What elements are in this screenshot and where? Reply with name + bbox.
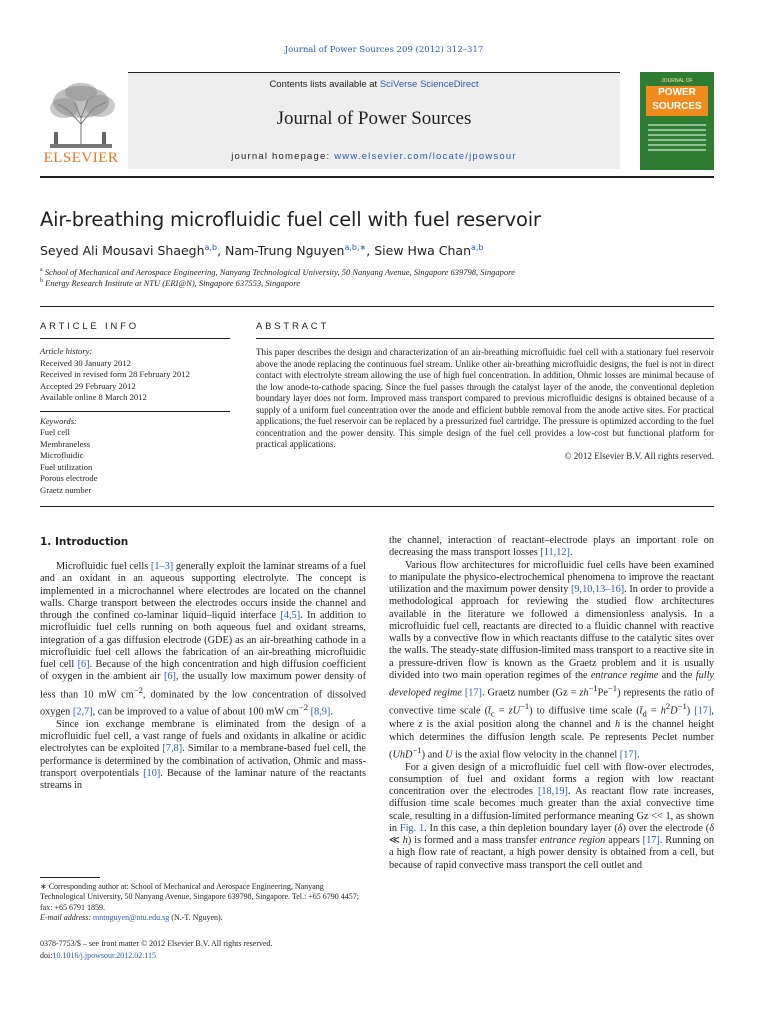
journal-homepage <box>128 151 620 162</box>
keyword: Fuel utilization <box>40 461 93 472</box>
author-3[interactable]: Siew Hwa Chan$^{a,b}$ <box>374 243 484 259</box>
paragraph: Various flow architectures for microfluidic fuel cells have been examined to manipulate the physico-electrochemical phenomena to improve the reactant utilization and the maximum power density [9,10,13–16]. In order to provide a methodological approach for reviewing the studied flow architectures available in the literature we followed a dimensionless analysis. In a microfluidic fuel cell, reactants are directed to a fluidic channel with reactive walls by a convective flow in which reactants diffuse to the catalytic sites over the walls. The steady-state diffusion-limited mass transport to a reactive site in a pressure-driven flow is known as the Graetz problem and it is usually divided into two main operation regimes of the entrance regime and the fully developed regime [17]. Graetz number $(Gz = zh^{-1}Pe^{-1})$ represents the ratio of convective time scale $(t̄_c = zU^{-1})$ to diffusive time scale $(t̄_d = h^2D^{-1})$ [17], where z is the axial position along the channel and h is the channel height which determines the diffusion length scale. Pe represents Peclet number (UhD$^{-1}$) and U is the axial flow velocity in the channel [17]. <box>389 559 715 761</box>
homepage-link[interactable]: www.elsevier.com/locate/jpowsour <box>334 151 517 162</box>
doi-line: doi:10.1016/j.jpowsour.2012.02.115 <box>40 950 156 960</box>
paragraph: the channel, interaction of reactant–electrode plays an important role on decreasing the mass transport losses [11,12]. <box>389 535 714 559</box>
abstract-bottom-rule <box>40 506 714 507</box>
paragraph: Since ion exchange membrane is eliminated from the design of a microfluidic fuel cell, a vast range of fuels and oxidants in alkaline or acidic electrolytes can be exploited [7,8]. Similar to a membrane-based fuel cell, the performance is determined by the combination of activation, Ohmic and mass-transport overpotentials [10]. Because of the laminar nature of the reactants streams in <box>40 718 366 792</box>
page-footer <box>40 938 440 961</box>
cover-title <box>646 86 708 116</box>
keyword: Microfluidic <box>40 450 84 460</box>
footnote <box>40 882 366 924</box>
abstract-heading: ABSTRACT <box>256 321 330 332</box>
affiliation-b: $^b$ Energy Research Institute at NTU (ERI@N), Singapore 637553, Singapore <box>40 278 301 288</box>
journal-reference[interactable]: Journal of Power Sources 209 (2012) 312–317 <box>284 45 484 55</box>
header-top-rule <box>128 72 620 73</box>
article-info <box>40 346 230 496</box>
paragraph: For a given design of a microfluidic fuel cell with flow-over electrodes, consumption of fuel and oxidant forms a region with low reactant concentration over the electrodes [18,19]. As reactant flow rate increases, diffusion time scale becomes much greater than the axial convective time scale, resulting in a diffusion-limited performance meaning Gz << 1, as shown in Fig. 1. In this case, a thin depletion boundary layer (δ) over the electrode (δ ≪ h) is formed and a mass transfer entrance region appears [17]. Running on a high flow rate of reactant, a high power density is obtained from a cell, but because of rapid convective mass transport the cell outlet and <box>389 761 714 871</box>
doi-link[interactable]: 10.1016/j.jpowsour.2012.02.115 <box>52 950 156 960</box>
affiliation-a: $^a$ School of Mechanical and Aerospace Engineering, Nanyang Technological University, 50 Nanyang Avenue, Singapore 639798, Singapore <box>40 267 515 277</box>
homepage-prefix: journal homepage: <box>231 151 331 162</box>
keyword: Porous electrode <box>40 473 98 483</box>
affiliation-rule <box>40 306 714 307</box>
author-2[interactable]: Nam-Trung Nguyen$^{a,b,∗}$ <box>225 243 367 259</box>
abstract-text: This paper describes the design and characterization of an air-breathing microfluidic fuel cell with a stationary fuel reservoir above the anode replacing the continuous fuel stream. Unlike other air-breathing microfluidic designs, the fuel is not in direct contact with electrolyte stream allowing the use of high fuel concentration. In addition, Ohmic losses are minimal because of the low anode-to-cathode spacing. Since the fuel passes through the catalyst layer of the anode, the conventional depletion boundary layer does not form. Improved mass transport compared to previous microfluidic designs is obtained because of a supply of a uniform fuel concentration over the anode and efficient bubble removal from the anode active sites. For practical applications, the fuel reservoir can be replaced by a pressurized fuel cartridge. The pressure is optimized according to the fuel concentration and the power density. This simple design of the fuel cell provides a low-cost but functional platform for practical applications. <box>256 347 714 449</box>
keyword: Membraneless <box>40 438 91 449</box>
contents-line <box>128 79 620 90</box>
cover-title-line-1: POWER <box>658 87 696 98</box>
cover-title-line-2: SOURCES <box>652 101 702 112</box>
corresponding-author-note: ∗ Corresponding author at: School of Mechanical and Aerospace Engineering, Nanyang Technological University, 50 Nanyang Avenue, Singapore 639798, Singapore. Tel.: +65 6790 4457; fax: +65 6791 1859. <box>40 882 359 912</box>
author-list: Seyed Ali Mousavi Shaegh$^{a,b}$, Nam-Trung Nguyen$^{a,b,∗}$, Siew Hwa Chan$^{a,b}$ <box>40 243 484 259</box>
sciencedirect-link[interactable]: SciVerse ScienceDirect <box>379 79 479 90</box>
email-line: E-mail address: mntnguyen@ntu.edu.sg (N.-T. Nguyen). <box>40 913 223 923</box>
keywords-label: Keywords: <box>40 415 77 426</box>
keyword: Fuel cell <box>40 427 70 437</box>
history-accepted: Accepted 29 February 2012 <box>40 380 136 391</box>
history-label: Article history: <box>40 346 93 356</box>
journal-name: Journal of Power Sources <box>276 108 472 129</box>
publisher-wordmark: ELSEVIER <box>43 150 119 166</box>
history-online: Available online 8 March 2012 <box>40 392 147 402</box>
keywords-rule <box>40 411 230 412</box>
cover-top-text: JOURNAL OF <box>661 78 693 84</box>
article-info-heading: ARTICLE INFO <box>40 321 139 332</box>
author-email-link[interactable]: mntnguyen@ntu.edu.sg <box>93 913 170 923</box>
abstract-rule <box>256 338 714 339</box>
abstract-copyright: © 2012 Elsevier B.V. All rights reserved. <box>564 450 714 461</box>
footnote-rule <box>40 877 100 878</box>
abstract-body <box>256 347 714 462</box>
keyword: Graetz number <box>40 484 92 495</box>
journal-cover-thumbnail <box>640 72 714 170</box>
paragraph: Microfluidic fuel cells [1–3] generally exploit the laminar streams of a fuel and an oxidant in an aqueous supporting electrolyte. The concept is implemented in a microchannel where electrodes are located on the channel walls. Charge transport between the electrodes occurs inside the channel and through the confined co-laminar liquid–liquid interface [4,5]. In addition to microfluidic fuel cells running on both aqueous fuel and oxidant streams, integration of a gas diffusion electrode (GDE) as an air-breathing cathode in a microfluidic fuel cell allows the fabrication of an air-breathing microfluidic fuel cell [6]. Because of the high concentration and high diffusion coefficient of oxygen in the ambient air [6], the usually low maximum power density of less than 10 mW $cm^{-2}$, dominated by the low concentration of dissolved oxygen [2,7], can be improved to a value of about 100 mW $cm^{-2}$ [8,9]. <box>40 561 366 718</box>
contents-prefix: Contents lists available at <box>269 79 378 90</box>
history-revised: Received in revised form 28 February 2012 <box>40 369 190 379</box>
introduction-heading: 1. Introduction <box>40 536 129 548</box>
body-column-right <box>389 535 714 872</box>
article-info-rule <box>40 338 230 339</box>
history-received: Received 30 January 2012 <box>40 357 131 368</box>
body-column-left <box>40 561 366 792</box>
cover-decoration <box>648 124 706 154</box>
issn-line: 0378-7753/$ – see front matter © 2012 Elsevier B.V. All rights reserved. <box>40 939 273 948</box>
article-title: Air-breathing microfluidic fuel cell with fuel reservoir <box>40 208 541 231</box>
header-bottom-rule <box>40 176 714 178</box>
author-1[interactable]: Seyed Ali Mousavi Shaegh$^{a,b}$ <box>40 243 218 259</box>
